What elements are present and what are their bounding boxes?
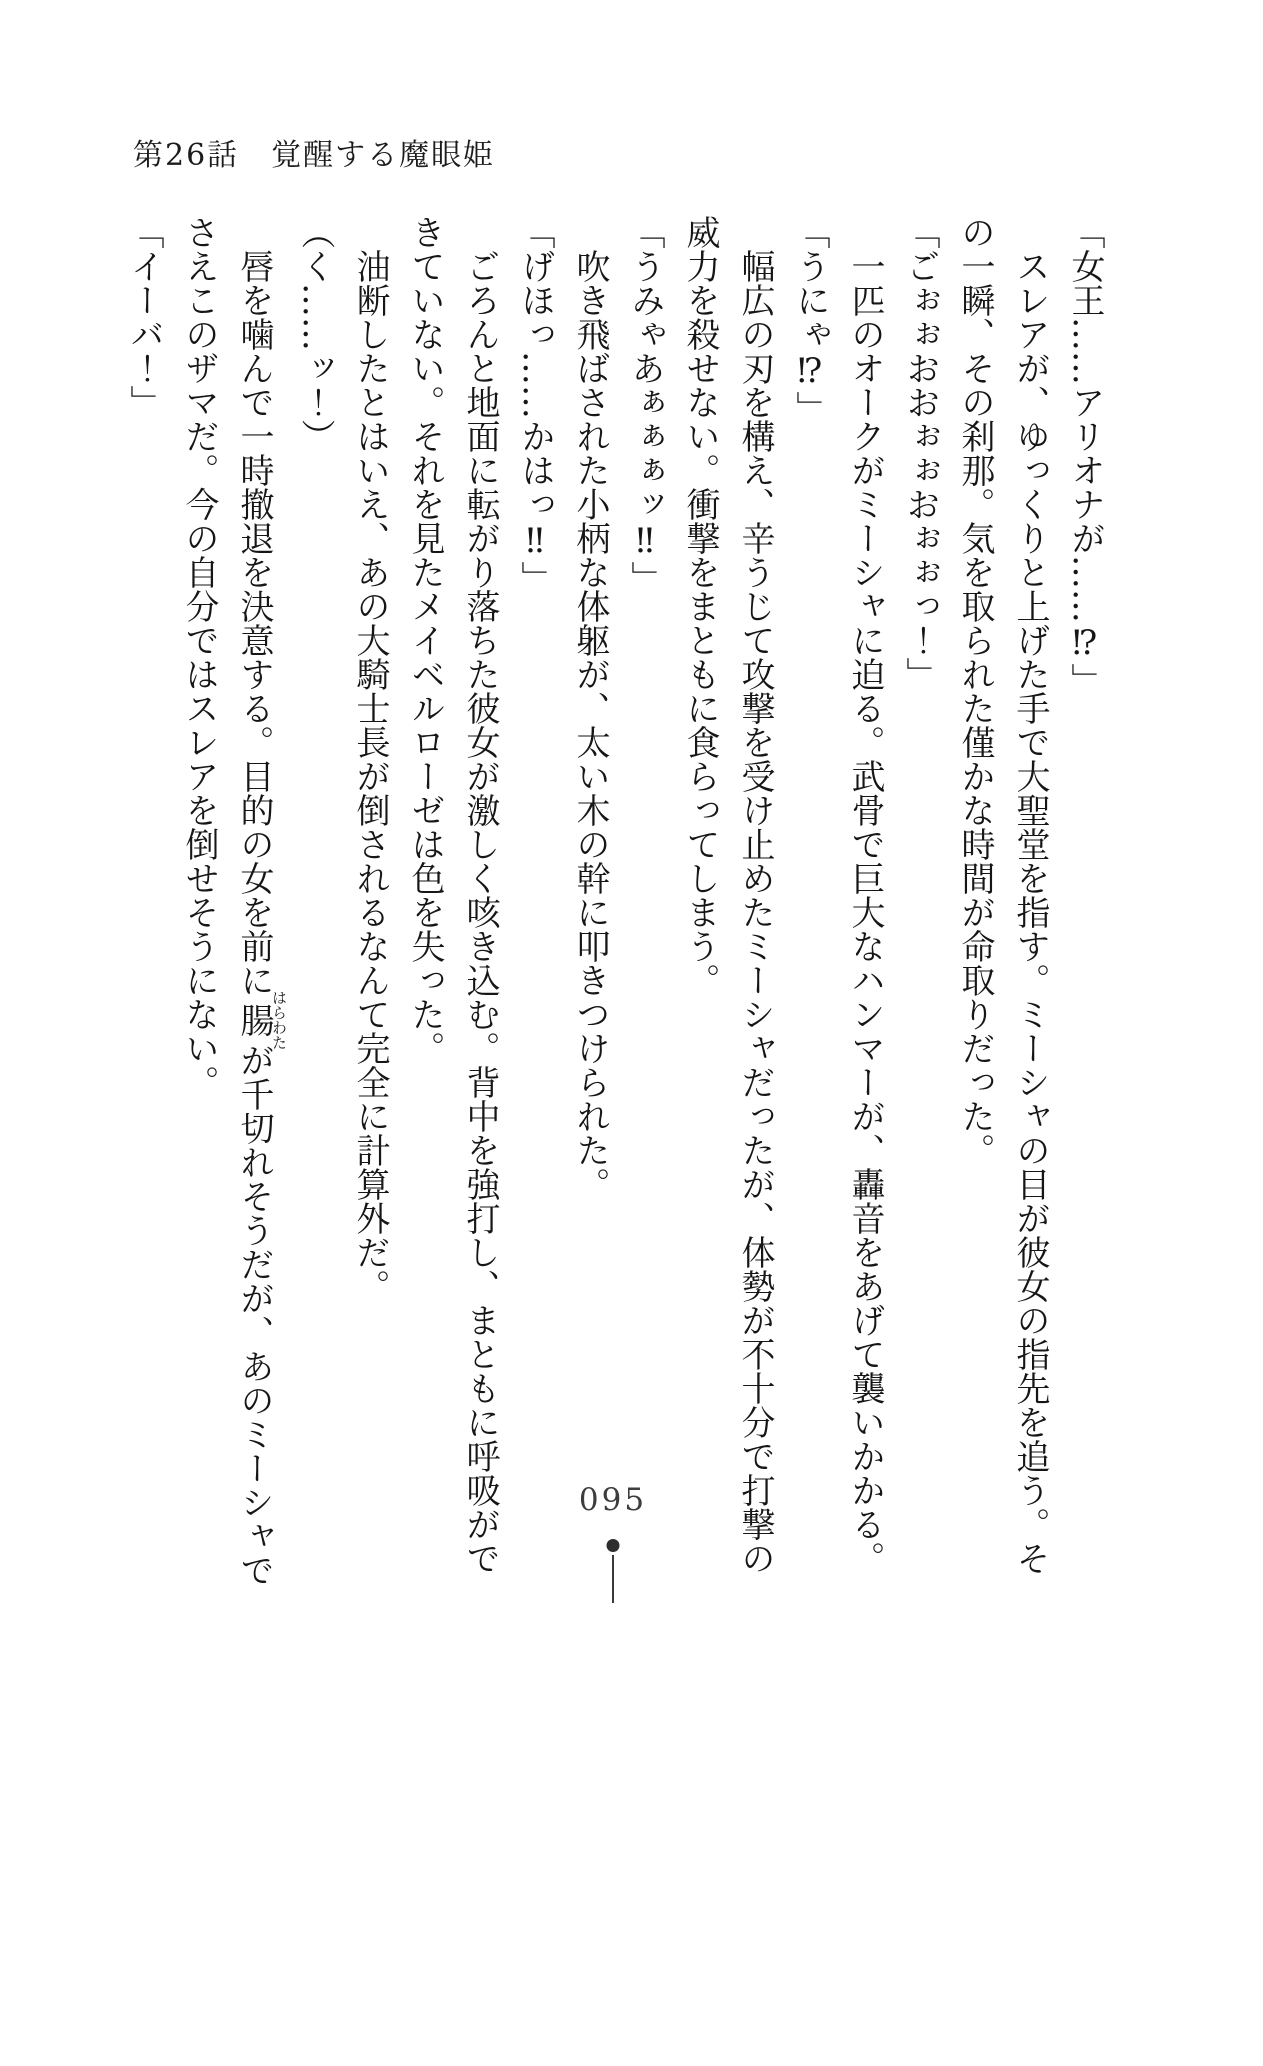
text-line: （く……ッ！）: [295, 215, 335, 453]
text-line: 「イーバ！」: [124, 215, 164, 419]
text-line: さえこのザマだ。今の自分ではスレアを倒せそうにない。: [179, 215, 219, 1099]
text-line: 「ごぉぉおおぉぉおぉぉっ！」: [900, 215, 940, 691]
text-line: の一瞬、その刹那。気を取られた僅かな時間が命取りだった。: [955, 215, 995, 1167]
text-line: 吹き飛ばされた小柄な体躯が、太い木の幹に叩きつけられた。: [570, 249, 610, 1201]
text-line: 「女王……アリオナが……⁉」: [1065, 215, 1105, 697]
text-line: スレアが、ゆっくりと上げた手で大聖堂を指す。ミーシャの目が彼女の指先を追う。そ: [1010, 249, 1050, 1575]
page-number: 095: [578, 1482, 648, 1518]
chapter-header: 第26話 覚醒する魔眼姫: [133, 138, 496, 173]
text-line: 油断したとはいえ、あの大騎士長が倒されるなんて完全に計算外だ。: [350, 249, 390, 1303]
text-line: 幅広の刃を構え、辛うじて攻撃を受け止めたミーシャだったが、体勢が不十分で打撃の: [735, 249, 775, 1575]
text-line: ごろんと地面に転がり落ちた彼女が激しく咳き込む。背中を強打し、まともに呼吸がで: [460, 249, 500, 1575]
text-line: 「げほっ……かはっ‼」: [515, 215, 555, 595]
text-line: 威力を殺せない。衝撃をまともに食らってしまう。: [680, 215, 720, 997]
ruby-annotation: 腸はらわた: [234, 990, 288, 1050]
page-marker-dot-icon: [607, 1539, 620, 1552]
text-line: 「うみゃあぁぁぁッ‼」: [625, 215, 665, 595]
page-marker-line: [612, 1555, 614, 1603]
text-line: きていない。それを見たメイベルローゼは色を失った。: [405, 215, 445, 1065]
text-line: 唇を噛んで一時撤退を決意する。目的の女を前に腸はらわたが千切れそうだが、あのミーシャで: [234, 249, 288, 1587]
text-body: [116, 215, 1112, 1595]
text-line: 一匹のオークがミーシャに迫る。武骨で巨大なハンマーが、轟音をあげて襲いかかる。: [845, 249, 885, 1575]
text-line: 「うにゃ⁉」: [790, 215, 830, 425]
